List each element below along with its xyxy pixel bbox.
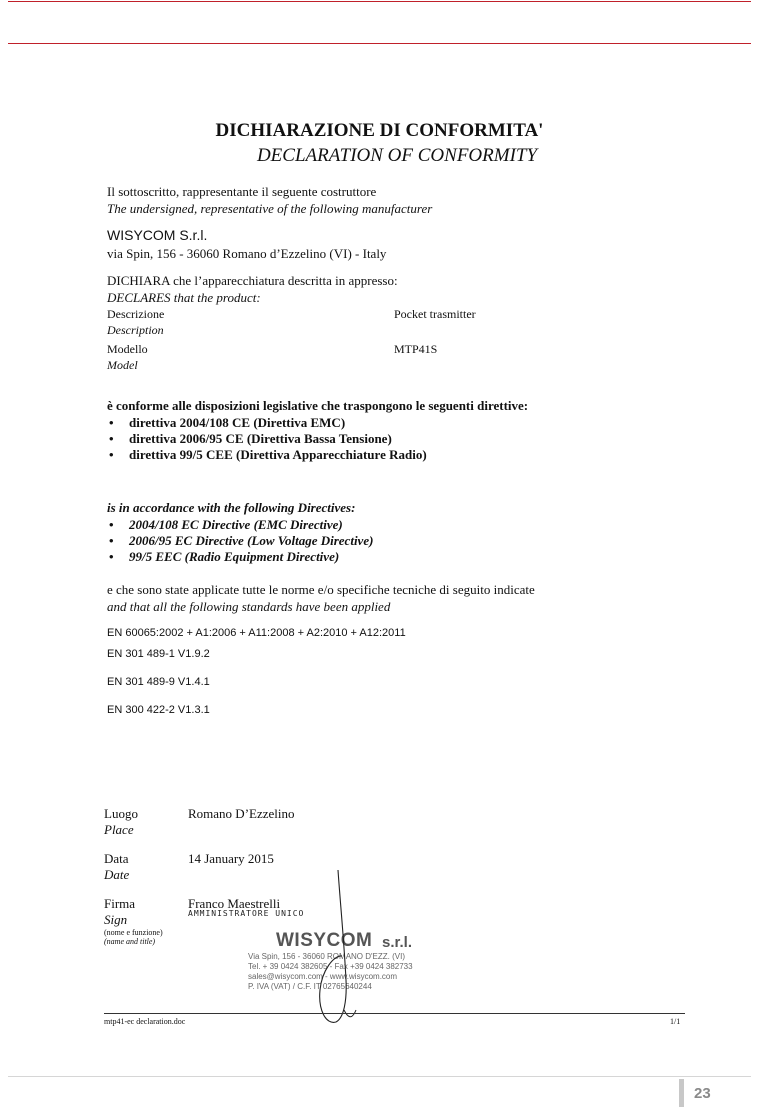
sign-note-en: (name and title) [104, 937, 156, 946]
signature-scribble [300, 860, 380, 1030]
intro-it: Il sottoscritto, rappresentante il seguente costruttore [107, 184, 377, 199]
standard-item: EN 60065:2002 + A1:2006 + A11:2008 + A2:2010 + A12:2011 [107, 627, 406, 639]
manufacturer-name: WISYCOM S.r.l. [107, 227, 208, 243]
date-label-it: Data [104, 851, 129, 866]
directive-en-item: • 2004/108 EC Directive (EMC Directive) [107, 517, 373, 533]
stamp-line: sales@wisycom.com - www.wisycom.com [248, 972, 398, 981]
standards-intro-en: and that all the following standards have been applied [107, 599, 391, 614]
directives-en-list [107, 517, 373, 565]
model-label-en: Model [107, 358, 138, 372]
standard-item: EN 300 422-2 V1.3.1 [107, 704, 210, 716]
sign-note-it: (nome e funzione) [104, 928, 163, 937]
manufacturer-address: via Spin, 156 - 36060 Romano d’Ezzelino (VI) - Italy [107, 246, 387, 261]
directive-en-item: • 2006/95 EC Directive (Low Voltage Directive) [107, 533, 373, 549]
sign-label-it: Firma [104, 896, 136, 911]
standard-item: EN 301 489-1 V1.9.2 [107, 648, 210, 660]
signer-title-handwritten: AMMINISTRATORE UNICO [188, 909, 305, 918]
date-label-en: Date [104, 867, 130, 882]
page-number: 23 [694, 1085, 711, 1102]
doc-footer-page: 1/1 [670, 1017, 681, 1026]
directive-it-item: • direttiva 2006/95 CE (Direttiva Bassa Tensione) [107, 431, 427, 447]
directives-en-heading: is in accordance with the following Directives: [107, 500, 356, 515]
stamp-suffix: s.r.l. [382, 934, 413, 951]
doc-footer-rule [104, 1013, 685, 1014]
standard-item: EN 301 489-9 V1.4.1 [107, 676, 210, 688]
title-it: DICHIARAZIONE DI CONFORMITA' [215, 120, 544, 141]
declares-it: DICHIARA che l’apparecchiatura descritta in appresso: [107, 273, 398, 288]
stamp-company: WISYCOM [276, 930, 373, 951]
intro-en: The undersigned, representative of the following manufacturer [107, 201, 433, 216]
directives-it-heading: è conforme alle disposizioni legislative che traspongono le seguenti direttive: [107, 398, 529, 413]
doc-footer-filename: mtp41-ec declaration.doc [104, 1017, 186, 1026]
description-value: Pocket trasmitter [394, 307, 476, 321]
place-label-en: Place [104, 822, 134, 837]
header-rule-bottom [8, 43, 751, 44]
description-label-it: Descrizione [107, 307, 165, 321]
title-en: DECLARATION OF CONFORMITY [256, 145, 538, 166]
page-number-bar [679, 1079, 684, 1107]
model-label-it: Modello [107, 342, 148, 356]
date-value: 14 January 2015 [188, 851, 274, 866]
stamp-line: P. IVA (VAT) / C.F. IT 02765640244 [248, 982, 372, 991]
sign-label-en: Sign [104, 912, 128, 927]
directive-en-item: • 99/5 EEC (Radio Equipment Directive) [107, 549, 373, 565]
stamp-line: Via Spin, 156 - 36060 ROMANO D'EZZ. (VI) [248, 952, 405, 961]
place-label-it: Luogo [104, 806, 138, 821]
header-rule-top [8, 1, 751, 2]
directive-it-item: • direttiva 2004/108 CE (Direttiva EMC) [107, 415, 427, 431]
page-footer-rule [8, 1076, 751, 1077]
description-label-en: Description [107, 323, 164, 337]
place-value: Romano D’Ezzelino [188, 806, 295, 821]
directives-it-list [107, 415, 427, 463]
declares-en: DECLARES that the product: [107, 290, 261, 305]
model-value: MTP41S [394, 342, 438, 356]
signer-name: Franco Maestrelli [188, 896, 281, 911]
directive-it-item: • direttiva 99/5 CEE (Direttiva Apparecchiature Radio) [107, 447, 427, 463]
standards-intro-it: e che sono state applicate tutte le norme e/o specifiche tecniche di seguito indicate [107, 582, 535, 597]
stamp-line: Tel. + 39 0424 382605 - Fax +39 0424 382733 [248, 962, 413, 971]
